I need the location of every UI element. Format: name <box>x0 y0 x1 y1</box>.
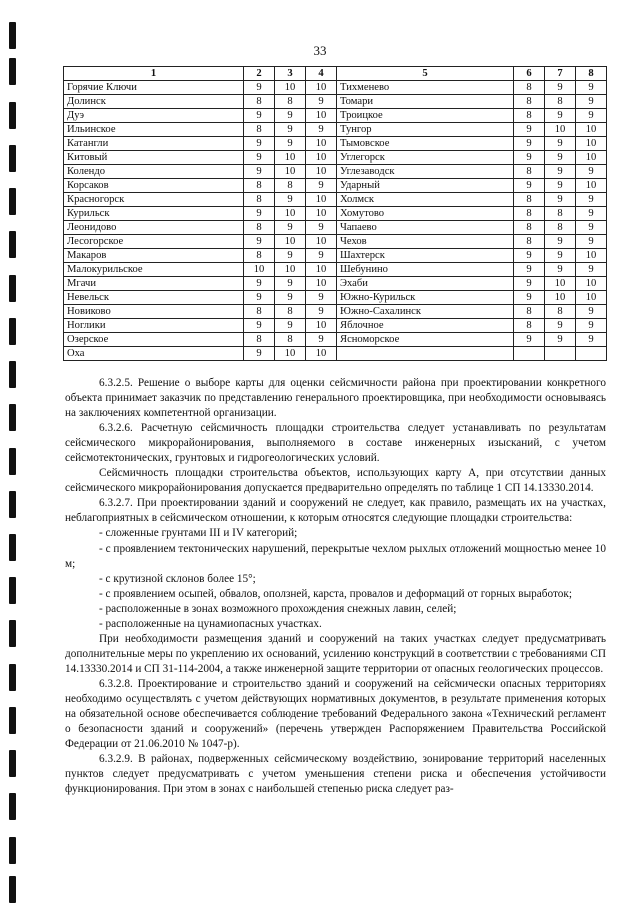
binding-holes <box>9 0 16 905</box>
intensity-cell: 9 <box>514 123 545 137</box>
table-row <box>64 109 607 123</box>
intensity-cell: 8 <box>244 333 275 347</box>
intensity-cell: 9 <box>545 109 576 123</box>
intensity-cell: 8 <box>244 179 275 193</box>
intensity-cell: 10 <box>306 165 337 179</box>
intensity-cell: 10 <box>576 137 607 151</box>
intensity-cell: 9 <box>244 109 275 123</box>
binding-hole <box>9 664 16 691</box>
intensity-cell: 8 <box>514 207 545 221</box>
intensity-cell: 10 <box>306 109 337 123</box>
intensity-cell: 9 <box>545 81 576 95</box>
settlement-name-cell: Эхаби <box>337 277 514 291</box>
table-row <box>64 333 607 347</box>
binding-hole <box>9 793 16 820</box>
settlement-name-cell <box>337 347 514 361</box>
intensity-cell: 10 <box>545 277 576 291</box>
settlement-name-cell: Южно-Курильск <box>337 291 514 305</box>
binding-hole <box>9 876 16 903</box>
intensity-cell: 9 <box>576 263 607 277</box>
settlement-name-cell: Томари <box>337 95 514 109</box>
settlement-name-cell: Холмск <box>337 193 514 207</box>
list-item: - расположенные в зонах возможного прохождения снежных лавин, селей; <box>99 602 457 615</box>
intensity-cell: 9 <box>545 179 576 193</box>
table-header-cell: 7 <box>545 67 576 81</box>
settlement-name-cell: Углегорск <box>337 151 514 165</box>
settlement-name-cell: Катангли <box>64 137 244 151</box>
binding-hole <box>9 534 16 561</box>
settlement-name-cell: Новиково <box>64 305 244 319</box>
binding-hole <box>9 102 16 129</box>
intensity-cell: 10 <box>306 235 337 249</box>
list-item: - сложенные грунтами III и IV категорий; <box>99 527 298 540</box>
intensity-cell: 8 <box>514 165 545 179</box>
intensity-cell: 8 <box>545 95 576 109</box>
settlement-name-cell: Макаров <box>64 249 244 263</box>
settlement-name-cell: Ноглики <box>64 319 244 333</box>
intensity-cell: 9 <box>514 179 545 193</box>
table-row <box>64 263 607 277</box>
intensity-cell: 10 <box>576 249 607 263</box>
intensity-cell: 10 <box>306 81 337 95</box>
intensity-cell: 9 <box>576 165 607 179</box>
intensity-cell: 10 <box>576 151 607 165</box>
binding-hole <box>9 231 16 258</box>
settlement-name-cell: Китовый <box>64 151 244 165</box>
intensity-cell: 9 <box>576 235 607 249</box>
table-row <box>64 207 607 221</box>
intensity-cell: 9 <box>306 249 337 263</box>
intensity-cell: 9 <box>514 151 545 165</box>
intensity-cell: 9 <box>545 165 576 179</box>
intensity-cell: 9 <box>275 291 306 305</box>
table-row <box>64 235 607 249</box>
intensity-cell: 8 <box>545 207 576 221</box>
binding-hole <box>9 318 16 345</box>
intensity-cell: 8 <box>514 235 545 249</box>
intensity-cell: 9 <box>275 221 306 235</box>
intensity-cell: 9 <box>244 151 275 165</box>
binding-hole <box>9 577 16 604</box>
settlement-name-cell: Хомутово <box>337 207 514 221</box>
intensity-cell: 9 <box>275 277 306 291</box>
intensity-cell: 9 <box>576 319 607 333</box>
intensity-cell: 10 <box>306 207 337 221</box>
intensity-cell: 9 <box>244 277 275 291</box>
intensity-cell: 9 <box>545 235 576 249</box>
settlement-name-cell: Оха <box>64 347 244 361</box>
intensity-cell: 8 <box>275 333 306 347</box>
intensity-cell: 9 <box>275 109 306 123</box>
binding-hole <box>9 620 16 647</box>
intensity-cell <box>545 347 576 361</box>
intensity-cell: 10 <box>576 123 607 137</box>
intensity-cell: 9 <box>275 193 306 207</box>
intensity-cell: 8 <box>244 123 275 137</box>
intensity-cell: 10 <box>275 263 306 277</box>
intensity-cell: 9 <box>244 347 275 361</box>
table-body <box>64 81 607 361</box>
page-number: 33 <box>313 43 327 58</box>
table-row <box>64 151 607 165</box>
intensity-cell: 8 <box>545 221 576 235</box>
intensity-cell: 8 <box>275 95 306 109</box>
intensity-cell: 8 <box>514 221 545 235</box>
body-text <box>65 376 606 797</box>
intensity-cell: 9 <box>244 137 275 151</box>
intensity-cell: 9 <box>275 137 306 151</box>
intensity-cell: 8 <box>244 193 275 207</box>
intensity-cell: 9 <box>244 165 275 179</box>
table-row <box>64 249 607 263</box>
intensity-cell: 9 <box>275 319 306 333</box>
intensity-cell: 9 <box>545 263 576 277</box>
intensity-cell: 9 <box>514 277 545 291</box>
table-row <box>64 193 607 207</box>
settlement-name-cell: Леонидово <box>64 221 244 235</box>
table-row <box>64 137 607 151</box>
intensity-cell: 9 <box>244 207 275 221</box>
intensity-cell: 8 <box>244 249 275 263</box>
list-item: - с проявлением тектонических нарушений, перекрытые чехлом рыхлых отложений мощностью менее 10 м; <box>65 542 606 570</box>
table-header-row <box>64 67 607 81</box>
paragraph: 6.3.2.7. При проектировании зданий и сооружений не следует, как правило, размещать их на участках, неблагоприятных в сейсмическом отношении, к которым относятся следующие площадки строительства: <box>65 497 606 525</box>
intensity-cell: 10 <box>576 277 607 291</box>
table-row <box>64 221 607 235</box>
intensity-cell: 8 <box>514 109 545 123</box>
seismicity-table <box>63 66 607 361</box>
settlement-name-cell: Чапаево <box>337 221 514 235</box>
settlement-name-cell: Тымовское <box>337 137 514 151</box>
settlement-name-cell: Ясноморское <box>337 333 514 347</box>
intensity-cell: 9 <box>306 123 337 137</box>
binding-hole <box>9 188 16 215</box>
intensity-cell: 9 <box>576 81 607 95</box>
intensity-cell: 8 <box>275 305 306 319</box>
settlement-name-cell: Ударный <box>337 179 514 193</box>
table-header-cell: 3 <box>275 67 306 81</box>
table-header-cell: 4 <box>306 67 337 81</box>
settlement-name-cell: Чехов <box>337 235 514 249</box>
settlement-name-cell: Горячие Ключи <box>64 81 244 95</box>
settlement-name-cell: Шахтерск <box>337 249 514 263</box>
intensity-cell: 9 <box>545 151 576 165</box>
settlement-name-cell: Озерское <box>64 333 244 347</box>
intensity-cell: 9 <box>514 137 545 151</box>
intensity-cell: 9 <box>244 291 275 305</box>
intensity-cell: 8 <box>514 319 545 333</box>
settlement-name-cell: Углезаводск <box>337 165 514 179</box>
intensity-cell: 8 <box>514 81 545 95</box>
intensity-cell: 10 <box>306 137 337 151</box>
binding-hole <box>9 404 16 431</box>
table-row <box>64 319 607 333</box>
intensity-cell: 9 <box>545 249 576 263</box>
settlement-name-cell: Ильинское <box>64 123 244 137</box>
table-header-cell: 2 <box>244 67 275 81</box>
binding-hole <box>9 750 16 777</box>
list-item: - с проявлением осыпей, обвалов, оползней, карста, провалов и деформаций от горных выработок; <box>99 587 572 600</box>
intensity-cell: 8 <box>275 179 306 193</box>
list-item: - с крутизной склонов более 15°; <box>99 572 256 585</box>
binding-hole <box>9 275 16 302</box>
settlement-name-cell: Красногорск <box>64 193 244 207</box>
intensity-cell: 10 <box>306 263 337 277</box>
intensity-cell: 9 <box>306 291 337 305</box>
intensity-cell: 9 <box>576 221 607 235</box>
settlement-name-cell: Тунгор <box>337 123 514 137</box>
settlement-name-cell: Корсаков <box>64 179 244 193</box>
table-row <box>64 347 607 361</box>
settlement-name-cell: Невельск <box>64 291 244 305</box>
binding-hole <box>9 58 16 85</box>
intensity-cell: 10 <box>306 277 337 291</box>
intensity-cell: 9 <box>306 179 337 193</box>
intensity-cell: 9 <box>576 207 607 221</box>
paragraph: 6.3.2.9. В районах, подверженных сейсмическому воздействию, зонирование территорий населенных пунктов следует предусматривать с учетом уменьшения степени риска и обеспечения устойчивости функционирования. При этом в зонах с наибольшей степенью риска следует раз- <box>65 753 606 796</box>
intensity-cell: 8 <box>244 305 275 319</box>
intensity-cell: 9 <box>576 95 607 109</box>
intensity-cell: 10 <box>275 81 306 95</box>
settlement-name-cell: Яблочное <box>337 319 514 333</box>
table-header-cell: 8 <box>576 67 607 81</box>
settlement-name-cell: Долинск <box>64 95 244 109</box>
table-header-cell: 6 <box>514 67 545 81</box>
table-row <box>64 123 607 137</box>
intensity-cell: 10 <box>275 347 306 361</box>
settlement-name-cell: Южно-Сахалинск <box>337 305 514 319</box>
intensity-cell: 10 <box>545 123 576 137</box>
paragraph: 6.3.2.6. Расчетную сейсмичность площадки строительства следует устанавливать по результатам сейсмического микрорайонирования, выполняемого в составе инженерных изысканий, с учетом сейсмотектонических, грунтовых и гидрогеологических условий. <box>65 422 606 465</box>
paragraph: 6.3.2.5. Решение о выборе карты для оценки сейсмичности района при проектировании конкретного объекта принимает заказчик по представлению генерального проектировщика, при необходимости основываясь на заключениях компетентной организации. <box>65 377 606 420</box>
table-row <box>64 165 607 179</box>
intensity-cell: 10 <box>576 291 607 305</box>
intensity-cell: 9 <box>545 193 576 207</box>
intensity-cell: 9 <box>306 221 337 235</box>
intensity-cell: 9 <box>514 291 545 305</box>
settlement-name-cell: Дуэ <box>64 109 244 123</box>
table-row <box>64 81 607 95</box>
binding-hole <box>9 707 16 734</box>
binding-hole <box>9 837 16 864</box>
paragraph: 6.3.2.8. Проектирование и строительство зданий и сооружений на сейсмически опасных территориях необходимо осуществлять с учетом действующих нормативных документов, в результате применения которых на обязательной основе обеспечивается соблюдение требований Федерального закона «Технический регламент о безопасности зданий и сооружений» (перечень утвержден Распоряжением Правительства Российской Федерации от 21.06.2010 № 1047-р). <box>65 677 606 751</box>
list-item: - расположенные на цунамиопасных участках. <box>99 617 322 630</box>
intensity-cell: 10 <box>275 151 306 165</box>
binding-hole <box>9 491 16 518</box>
intensity-cell: 9 <box>545 137 576 151</box>
intensity-cell: 10 <box>545 291 576 305</box>
intensity-cell: 9 <box>514 263 545 277</box>
settlement-name-cell: Малокурильское <box>64 263 244 277</box>
settlement-name-cell: Курильск <box>64 207 244 221</box>
intensity-cell: 8 <box>545 305 576 319</box>
table-row <box>64 305 607 319</box>
settlement-name-cell: Лесогорское <box>64 235 244 249</box>
intensity-cell: 9 <box>514 333 545 347</box>
intensity-cell: 10 <box>576 179 607 193</box>
binding-hole <box>9 145 16 172</box>
settlement-name-cell: Мгачи <box>64 277 244 291</box>
table-row <box>64 291 607 305</box>
intensity-cell: 9 <box>514 249 545 263</box>
intensity-cell: 9 <box>275 249 306 263</box>
intensity-cell: 8 <box>514 193 545 207</box>
table-row <box>64 95 607 109</box>
binding-hole <box>9 448 16 475</box>
intensity-cell: 9 <box>306 95 337 109</box>
paragraph: Сейсмичность площадки строительства объектов, использующих карту А, при отсутствии данных сейсмического микрорайонирования допускается предварительно определять по таблице 1 СП 14.13330.2014. <box>65 467 606 495</box>
intensity-cell: 8 <box>514 95 545 109</box>
intensity-cell: 9 <box>275 123 306 137</box>
intensity-cell: 10 <box>306 193 337 207</box>
paragraph: При необходимости размещения зданий и сооружений на таких участках следует предусматривать дополнительные меры по укреплению их оснований, усилению конструкций в соответствии с требованиями СП 14.13330.2014 и СП 31-114-2004, а также инженерной защите территории от опасных геологических процессов. <box>65 632 606 675</box>
intensity-cell: 9 <box>545 319 576 333</box>
intensity-cell: 9 <box>576 193 607 207</box>
intensity-cell: 9 <box>545 333 576 347</box>
intensity-cell: 9 <box>306 305 337 319</box>
intensity-cell: 8 <box>514 305 545 319</box>
intensity-cell: 10 <box>244 263 275 277</box>
table-row <box>64 179 607 193</box>
table-header-cell: 5 <box>337 67 514 81</box>
settlement-name-cell: Шебунино <box>337 263 514 277</box>
intensity-cell: 9 <box>244 235 275 249</box>
settlement-name-cell: Троицкое <box>337 109 514 123</box>
intensity-cell: 9 <box>244 319 275 333</box>
intensity-cell: 9 <box>576 305 607 319</box>
intensity-cell: 10 <box>275 235 306 249</box>
table-row <box>64 277 607 291</box>
intensity-cell <box>514 347 545 361</box>
intensity-cell: 8 <box>244 221 275 235</box>
intensity-cell: 9 <box>576 333 607 347</box>
intensity-cell: 10 <box>275 165 306 179</box>
intensity-cell: 10 <box>275 207 306 221</box>
intensity-cell: 8 <box>244 95 275 109</box>
settlement-name-cell: Тихменево <box>337 81 514 95</box>
intensity-cell: 10 <box>306 319 337 333</box>
intensity-cell: 10 <box>306 151 337 165</box>
intensity-cell: 9 <box>576 109 607 123</box>
intensity-cell: 9 <box>244 81 275 95</box>
binding-hole <box>9 361 16 388</box>
settlement-name-cell: Колендо <box>64 165 244 179</box>
intensity-cell: 10 <box>306 347 337 361</box>
intensity-cell: 9 <box>306 333 337 347</box>
table-header-cell: 1 <box>64 67 244 81</box>
intensity-cell <box>576 347 607 361</box>
